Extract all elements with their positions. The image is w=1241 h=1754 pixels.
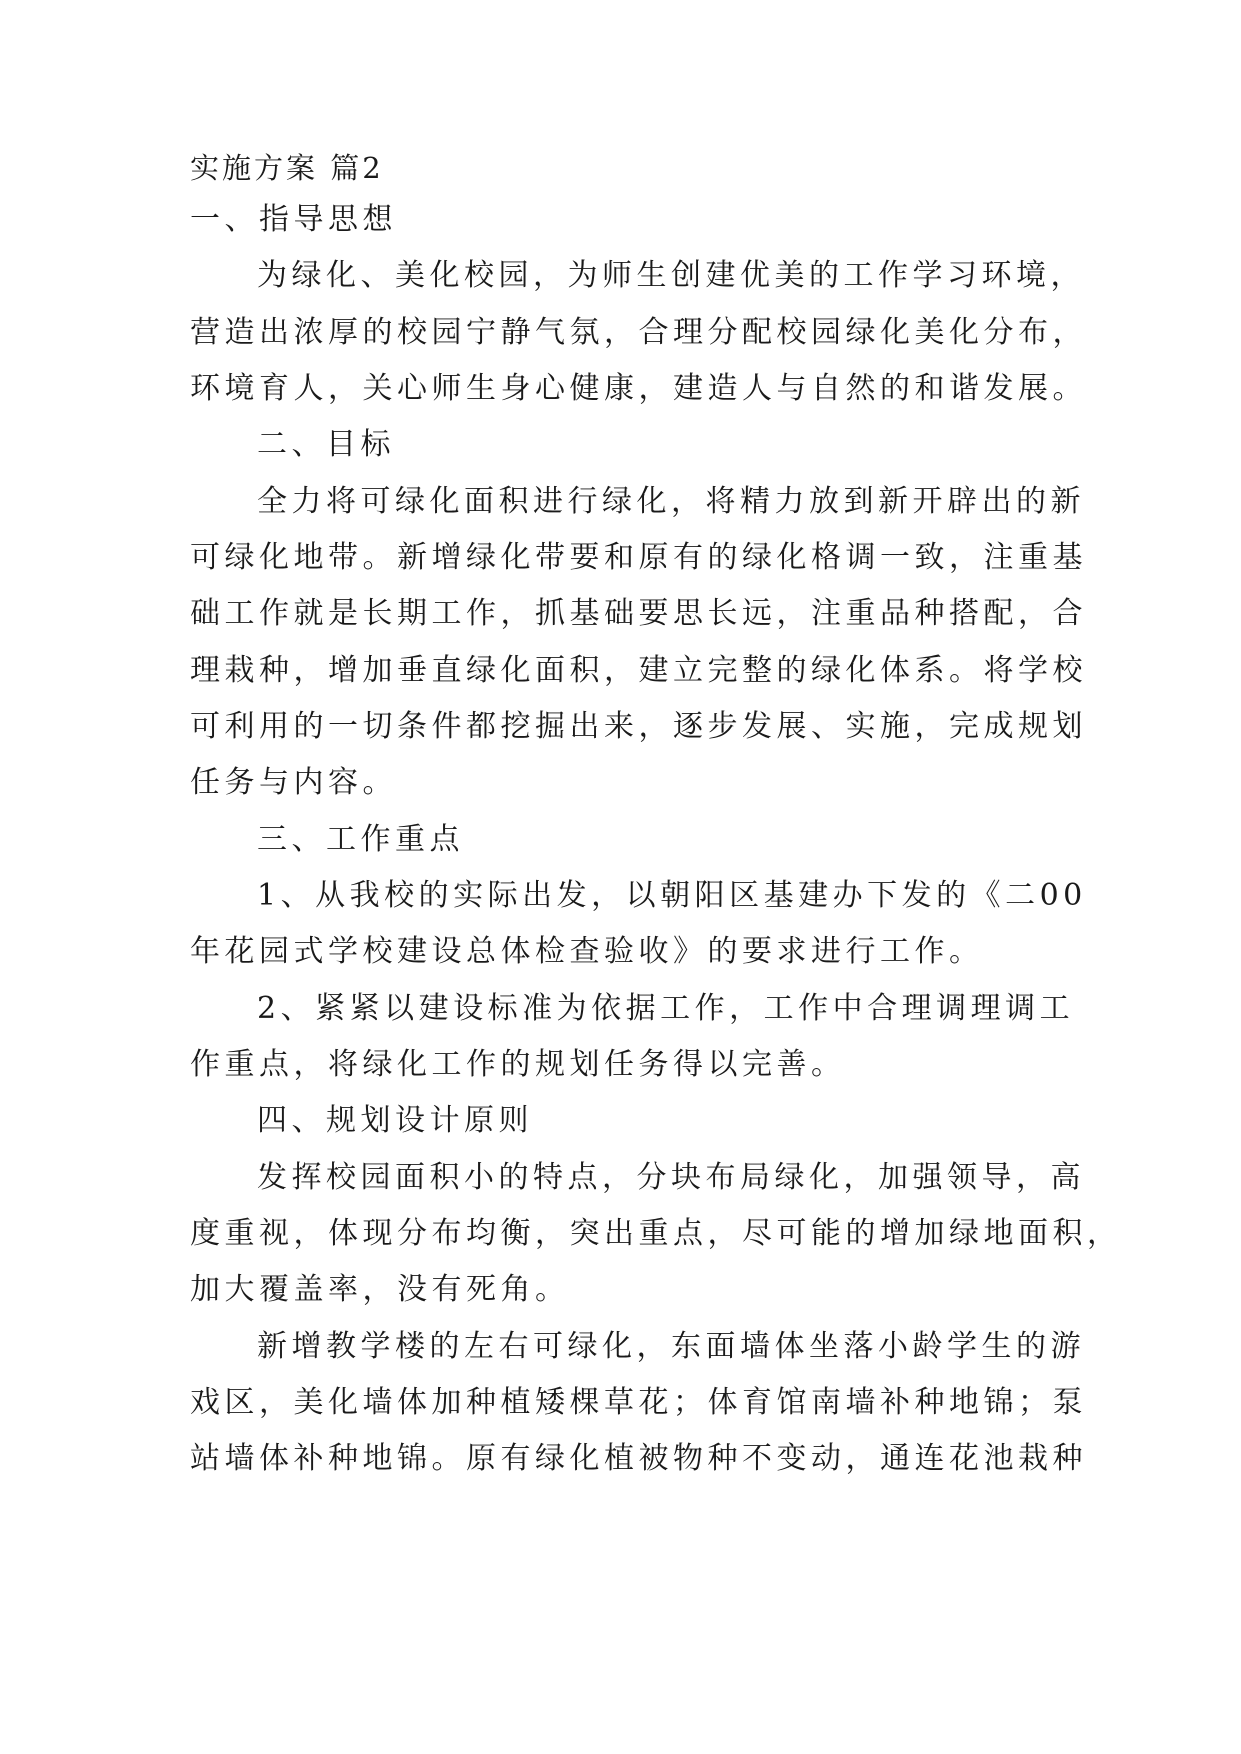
paragraph-line: 发挥校园面积小的特点，分块布局绿化，加强领导，高 — [257, 1160, 1085, 1195]
paragraph-line: 2、紧紧以建设标准为依据工作，工作中合理调理调工 — [257, 991, 1075, 1026]
paragraph-line: 作重点，将绿化工作的规划任务得以完善。 — [190, 1047, 846, 1082]
paragraph-line: 新增教学楼的左右可绿化，东面墙体坐落小龄学生的游 — [257, 1329, 1085, 1364]
section-heading-design-principles: 四、规划设计原则 — [257, 1103, 533, 1138]
paragraph-line: 理栽种，增加垂直绿化面积，建立完整的绿化体系。将学校 — [190, 653, 1087, 688]
paragraph-line: 1、从我校的实际出发，以朝阳区基建办下发的《二00 — [257, 878, 1087, 913]
document-title: 实施方案 篇2 — [190, 151, 384, 185]
paragraph-line: 戏区，美化墙体加种植矮棵草花；体育馆南墙补种地锦；泵 — [190, 1385, 1087, 1420]
section-heading-goals: 二、目标 — [257, 427, 395, 462]
paragraph-line: 年花园式学校建设总体检查验收》的要求进行工作。 — [190, 934, 984, 969]
section-heading-guiding-ideology: 一、指导思想 — [190, 202, 397, 237]
paragraph-line: 全力将可绿化面积进行绿化，将精力放到新开辟出的新 — [257, 484, 1085, 519]
paragraph-line: 可利用的一切条件都挖掘出来，逐步发展、实施，完成规划 — [190, 709, 1087, 744]
paragraph-line: 环境育人，关心师生身心健康，建造人与自然的和谐发展。 — [190, 371, 1087, 406]
paragraph-line: 加大覆盖率，没有死角。 — [190, 1272, 570, 1307]
paragraph-line: 础工作就是长期工作，抓基础要思长远，注重品种搭配，合 — [190, 596, 1087, 631]
paragraph-line: 任务与内容。 — [190, 765, 397, 800]
paragraph-line: 营造出浓厚的校园宁静气氛，合理分配校园绿化美化分布， — [190, 315, 1087, 350]
paragraph-line: 站墙体补种地锦。原有绿化植被物种不变动，通连花池栽种 — [190, 1441, 1087, 1476]
paragraph-line: 为绿化、美化校园，为师生创建优美的工作学习环境， — [257, 258, 1085, 293]
paragraph-line: 可绿化地带。新增绿化带要和原有的绿化格调一致，注重基 — [190, 540, 1087, 575]
section-heading-work-focus: 三、工作重点 — [257, 822, 464, 857]
paragraph-line: 度重视，体现分布均衡，突出重点，尽可能的增加绿地面积， — [190, 1216, 1122, 1251]
